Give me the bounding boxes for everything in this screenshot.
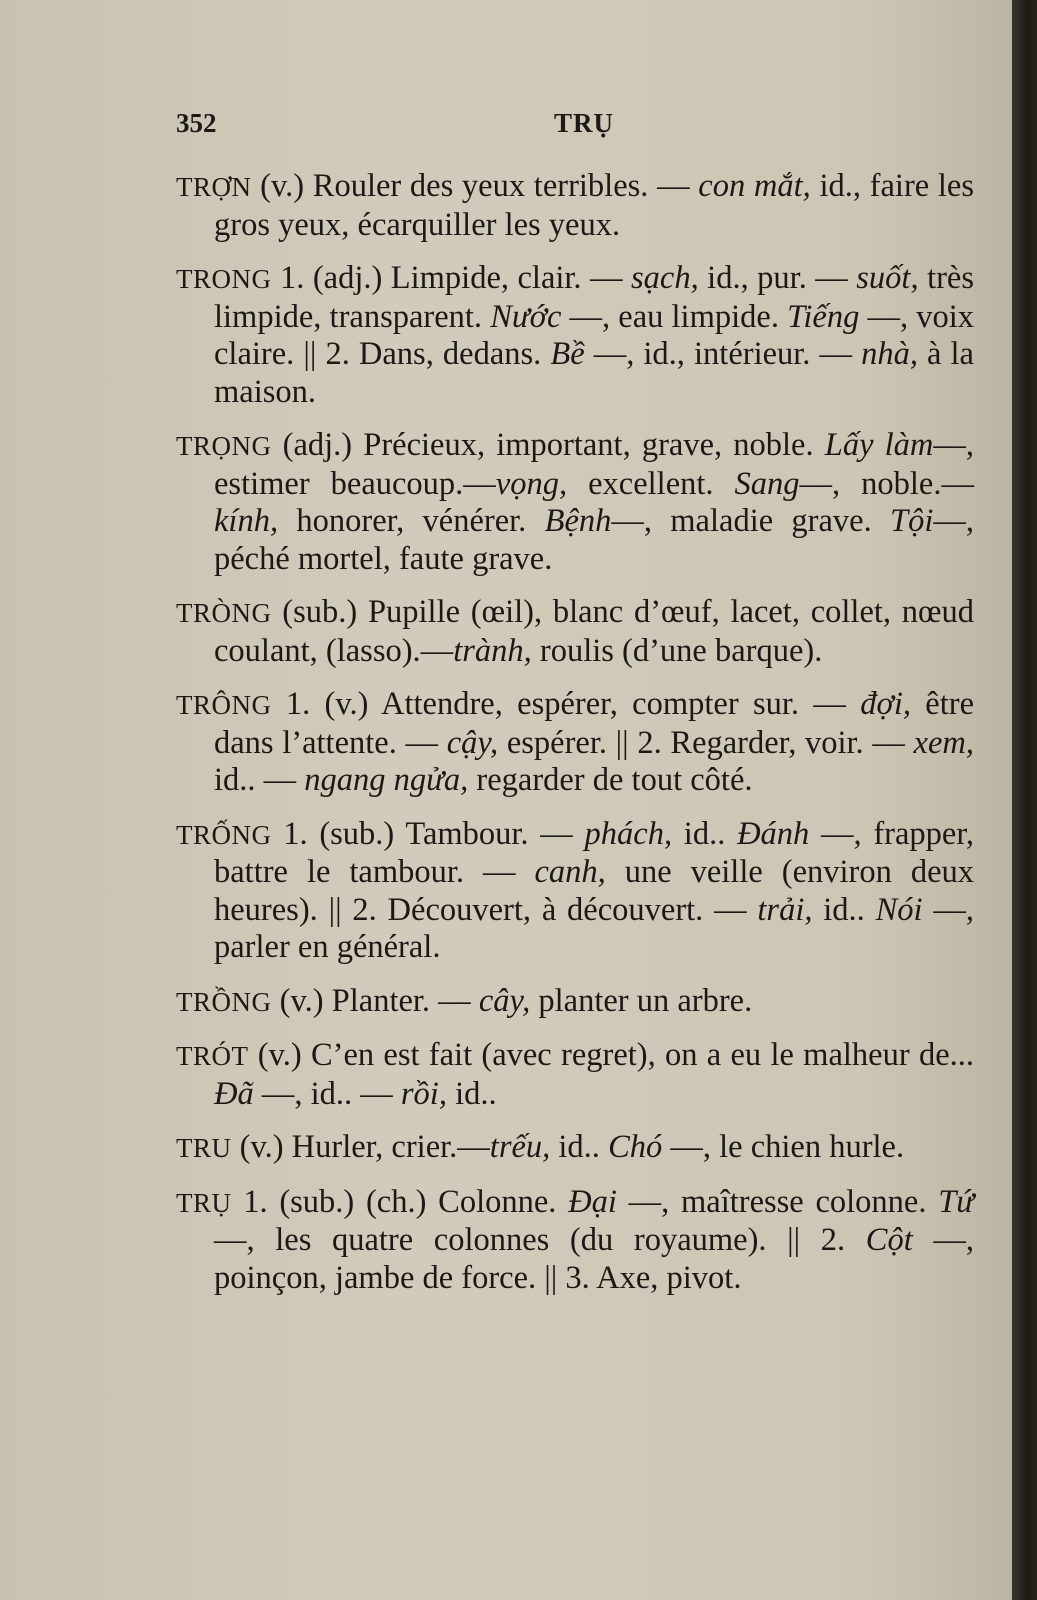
entry-definition: —, péché mortel, faute grave. — [214, 503, 974, 577]
entry-example: trải, — [757, 891, 813, 928]
entry-definition: id., pur. — — [698, 260, 857, 296]
entry-headword: TRÒNG — [176, 598, 272, 628]
entry-headword: TRỤ — [176, 1187, 232, 1218]
entry-definition: 1. (v.) Attendre, espérer, compter sur. — — [271, 686, 861, 722]
entry-headword: TRÓT — [176, 1041, 249, 1071]
entry-headword: TRỌNG — [176, 431, 272, 461]
entry-headword: TRỢN — [176, 172, 252, 202]
entry-example: Tiếng — [787, 298, 860, 335]
entry-definition: excellent. — [567, 465, 735, 502]
entry-headword: TRỒNG — [176, 986, 272, 1017]
entry-example: canh, — [534, 854, 606, 890]
dictionary-entry — [176, 983, 974, 1022]
entry-example: phách, — [584, 815, 673, 852]
dictionary-entry — [176, 427, 974, 578]
entry-definition: —, poinçon, jambe de force. || 3. Axe, pivot. — [214, 1222, 974, 1296]
entry-headword: TRU — [176, 1133, 232, 1163]
entry-definition: —, parler en général. — [214, 891, 974, 965]
entry-headword: TRỐNG — [176, 819, 272, 850]
entry-definition: —, frapper, battre le tambour. — — [214, 815, 975, 890]
entry-headword: TRONG — [176, 264, 272, 294]
entry-example: nhà, — [861, 336, 918, 372]
entry-definition: id.. — [446, 1075, 497, 1112]
entry-example: xem, — [913, 724, 974, 761]
entry-definition: à la maison. — [214, 336, 974, 410]
entry-definition: espérer. || 2. Regarder, voir. — — [498, 724, 914, 761]
book-gutter-edge — [1012, 0, 1037, 1600]
entry-example: Bề — [550, 336, 585, 372]
entry-definition: 1. (sub.) (ch.) Colonne. — [231, 1183, 569, 1220]
entry-definition: id.. — [672, 815, 738, 852]
entry-definition: regarder de tout côté. — [468, 762, 753, 798]
entry-definition: id., faire les gros yeux, écarquiller les yeux. — [214, 168, 974, 243]
entry-example: Tội — [890, 503, 934, 539]
entry-definition: honorer, vénérer. — [278, 503, 545, 539]
entry-definition: (v.) Hurler, crier.— — [231, 1129, 490, 1165]
entry-definition: id.. — [550, 1129, 609, 1165]
entry-example: vọng, — [495, 465, 568, 502]
dictionary-entry — [176, 1129, 974, 1168]
dictionary-entry — [176, 260, 974, 411]
dictionary-entry — [176, 1184, 974, 1298]
entry-definition: (sub.) Pupille (œil), blanc d’œuf, lacet, collet, nœud coulant, (lasso).— — [214, 594, 974, 669]
entry-definition: (adj.) Précieux, important, grave, noble. — [271, 427, 825, 463]
entry-definition: —, les quatre colonnes (du royaume). || 2. — [214, 1222, 866, 1258]
entry-example: kính, — [214, 503, 279, 539]
entry-example: trành, — [453, 632, 532, 669]
entry-definition: id.. — [812, 891, 876, 928]
entry-example: Tứ — [938, 1183, 974, 1220]
dictionary-entry — [176, 168, 974, 244]
entry-definition: —, estimer beaucoup.— — [214, 427, 975, 502]
entry-example: Lấy làm — [824, 427, 934, 463]
entry-definition: id.. — — [214, 762, 305, 798]
entry-definition: très limpide, transparent. — [214, 260, 974, 335]
page-header — [176, 108, 974, 144]
entry-definition: planter un arbre. — [530, 982, 753, 1019]
entry-definition: —, maîtresse colonne. — [616, 1183, 939, 1220]
entry-example: Nói — [875, 891, 923, 928]
entry-definition: une veille (environ deux heures). || 2. Découvert, à découvert. — — [214, 854, 974, 928]
entry-definition: —, eau limpide. — [561, 298, 788, 335]
entry-example: cây, — [478, 982, 531, 1019]
entry-example: Cột — [865, 1222, 913, 1258]
entry-example: Đã — [214, 1075, 254, 1112]
entry-example: Sang — [734, 465, 800, 502]
entry-definition: —, voix claire. || 2. Dans, dedans. — [214, 298, 975, 372]
entry-example: trếu, — [489, 1129, 551, 1165]
entry-example: Chó — [608, 1129, 663, 1165]
entry-example: con mắt, — [698, 168, 811, 204]
dictionary-entry — [176, 594, 974, 670]
entry-definition: —, le chien hurle. — [662, 1129, 905, 1165]
dictionary-entries — [176, 168, 974, 1313]
dictionary-entry — [176, 1037, 974, 1113]
entry-definition: 1. (adj.) Limpide, clair. — — [271, 260, 631, 296]
entry-example: Đại — [568, 1183, 617, 1220]
entry-example: sạch, — [631, 260, 699, 296]
entry-definition: (v.) Planter. — — [271, 982, 479, 1019]
entry-definition: —, maladie grave. — [611, 503, 891, 539]
entry-definition: (v.) Rouler des yeux terribles. — — [251, 168, 699, 204]
entry-example: rồi, — [400, 1075, 447, 1112]
entry-example: Bệnh — [544, 503, 612, 539]
entry-definition: —, id., intérieur. — — [584, 336, 862, 372]
running-head: TRỤ — [554, 108, 615, 138]
entry-definition: roulis (d’une barque). — [531, 632, 823, 669]
entry-example: đợi, — [860, 686, 911, 722]
entry-example: ngang ngửa, — [304, 762, 469, 798]
entry-definition: (v.) C’en est fait (avec regret), on a eu le malheur de... — [248, 1037, 974, 1073]
page-number: 352 — [176, 108, 217, 138]
entry-example: suốt, — [856, 260, 919, 296]
entry-definition: être dans l’attente. — — [214, 686, 975, 761]
entry-definition: —, noble.— — [799, 465, 974, 502]
dictionary-entry — [176, 686, 974, 800]
entry-definition: 1. (sub.) Tambour. — — [271, 815, 585, 852]
entry-headword: TRÔNG — [176, 690, 272, 720]
entry-definition: —, id.. — — [253, 1075, 401, 1112]
dictionary-entry — [176, 816, 974, 967]
entry-example: Đánh — [737, 815, 810, 852]
entry-example: Nước — [490, 298, 562, 335]
entry-example: cậy, — [446, 724, 499, 761]
